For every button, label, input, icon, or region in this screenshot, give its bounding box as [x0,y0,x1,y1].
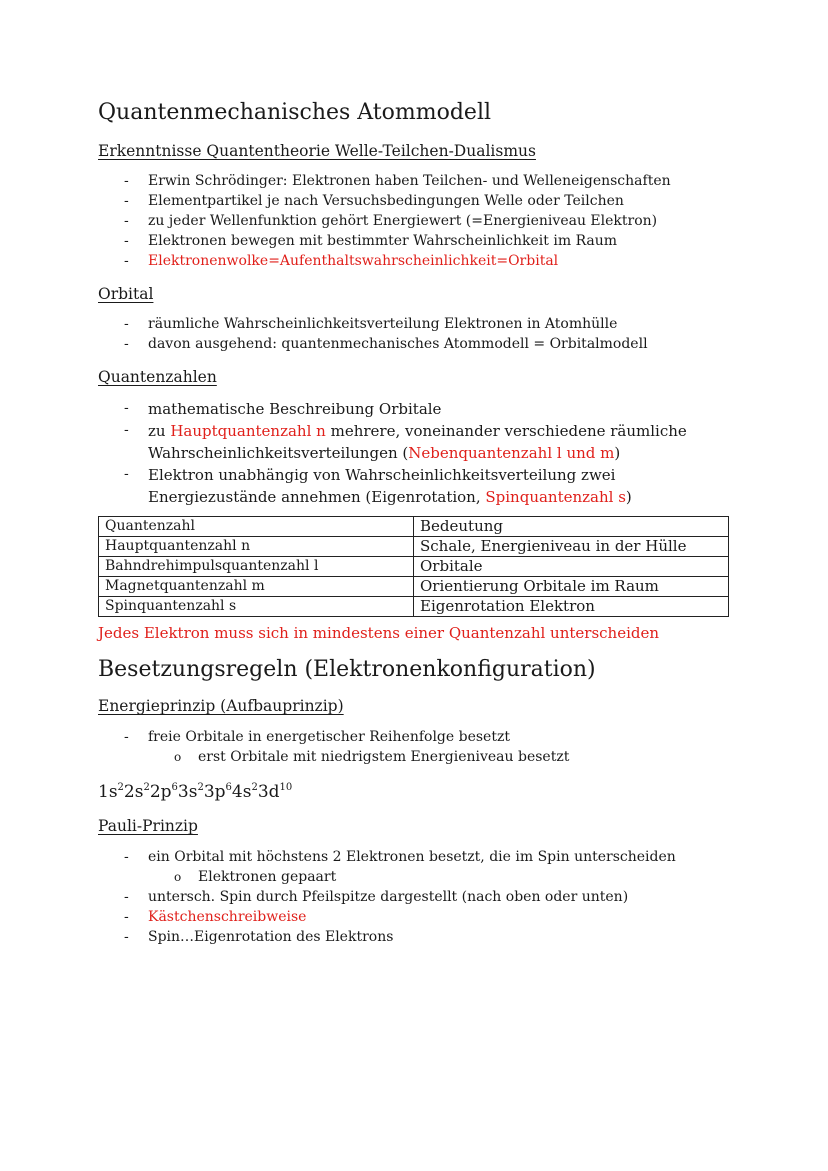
text-run: Energiezustände annehmen (Eigenrotation, [148,488,486,506]
list-item: Elektronen bewegen mit bestimmter Wahrscheinlichkeit im Raum [148,233,618,249]
formula-term: 4s [231,782,252,802]
bullet-dash: - [124,422,129,438]
section-heading-orbital: Orbital [98,285,154,303]
bullet-dash: - [124,729,129,745]
bullet-dash: - [124,233,129,249]
bullet-dash: - [124,336,129,352]
formula-term: 1s [98,782,118,802]
text-run: zu [148,422,171,440]
table-row [99,597,729,617]
bullet-circle-icon: o [174,870,182,884]
table-header-cell: Quantenzahl [99,517,414,537]
hauptquantenzahl-highlight: Hauptquantenzahl n [170,422,326,440]
formula-exponent: 2 [143,782,150,793]
bullet-dash: - [124,889,129,905]
formula-exponent: 6 [171,782,178,793]
table-header-cell: Bedeutung [414,517,729,537]
table-cell: Magnetquantenzahl m [99,577,414,597]
formula-exponent: 6 [225,782,232,793]
table-row [99,537,729,557]
table-cell: Orbitale [414,557,729,577]
section-title-besetzungsregeln: Besetzungsregeln (Elektronenkonfiguration) [98,657,596,682]
table-cell: Bahndrehimpulsquantenzahl l [99,557,414,577]
list-item [148,420,687,442]
table-row [99,577,729,597]
list-item: Spin…Eigenrotation des Elektrons [148,929,394,945]
list-item: räumliche Wahrscheinlichkeitsverteilung Elektronen in Atomhülle [148,316,618,332]
list-item: untersch. Spin durch Pfeilspitze dargestellt (nach oben oder unten) [148,889,629,905]
table-header-row [99,517,729,537]
table-row [99,557,729,577]
bullet-dash: - [124,173,129,189]
list-item: zu jeder Wellenfunktion gehört Energiewert (=Energieniveau Elektron) [148,213,658,229]
table-cell: Hauptquantenzahl n [99,537,414,557]
list-item: mathematische Beschreibung Orbitale [148,400,442,418]
text-run: ) [625,488,632,506]
section-heading-pauli: Pauli-Prinzip [98,817,198,835]
list-item-continuation [148,486,632,508]
table-cell: Spinquantenzahl s [99,597,414,617]
formula-term: 3p [203,782,226,802]
list-item: Elementpartikel je nach Versuchsbedingungen Welle oder Teilchen [148,193,624,209]
formula-exponent: 2 [117,782,124,793]
sub-list-item: Elektronen gepaart [198,869,337,885]
list-item: ein Orbital mit höchstens 2 Elektronen besetzt, die im Spin unterscheiden [148,849,676,865]
formula-term: 3d [257,782,280,802]
bullet-circle-icon: o [174,750,182,764]
formula-exponent: 10 [279,782,293,793]
table-cell: Eigenrotation Elektron [414,597,729,617]
list-item: Erwin Schrödinger: Elektronen haben Teilchen- und Welleneigenschaften [148,173,671,189]
list-item-highlight: Elektronenwolke=Aufenthaltswahrscheinlichkeit=Orbital [148,253,559,269]
sub-list-item: erst Orbitale mit niedrigstem Energieniveau besetzt [198,749,570,765]
formula-term: 2p [149,782,172,802]
bullet-dash: - [124,849,129,865]
text-run: ) [614,444,621,462]
bullet-dash: - [124,253,129,269]
text-run: mehrere, voneinander verschiedene räumliche [325,422,687,440]
bullet-dash: - [124,193,129,209]
list-item: freie Orbitale in energetischer Reihenfolge besetzt [148,729,510,745]
spinquantenzahl-highlight: Spinquantenzahl s [485,488,626,506]
list-item-highlight: Kästchenschreibweise [148,909,307,925]
formula-exponent: 2 [197,782,204,793]
section-heading-quantenzahlen: Quantenzahlen [98,368,217,386]
page-title: Quantenmechanisches Atommodell [98,100,492,125]
quantenzahlen-table [98,516,729,617]
section-heading-dualismus: Erkenntnisse Quantentheorie Welle-Teilchen-Dualismus [98,142,536,160]
bullet-dash: - [124,213,129,229]
bullet-dash: - [124,466,129,482]
nebenquantenzahl-highlight: Nebenquantenzahl l und m [408,444,615,462]
formula-term: 3s [177,782,198,802]
section-heading-energieprinzip: Energieprinzip (Aufbauprinzip) [98,697,344,715]
table-cell: Orientierung Orbitale im Raum [414,577,729,597]
bullet-dash: - [124,929,129,945]
bullet-dash: - [124,316,129,332]
bullet-dash: - [124,909,129,925]
list-item: davon ausgehend: quantenmechanisches Atommodell = Orbitalmodell [148,336,648,352]
formula-term: 2s [123,782,144,802]
list-item-continuation [148,442,620,464]
list-item: Elektron unabhängig von Wahrscheinlichkeitsverteilung zwei [148,466,616,484]
formula-exponent: 2 [251,782,258,793]
electron-configuration [98,780,292,804]
table-cell: Schale, Energieniveau in der Hülle [414,537,729,557]
bullet-dash: - [124,400,129,416]
table-note: Jedes Elektron muss sich in mindestens einer Quantenzahl unterscheiden [98,624,660,642]
text-run: Wahrscheinlichkeitsverteilungen ( [148,444,409,462]
